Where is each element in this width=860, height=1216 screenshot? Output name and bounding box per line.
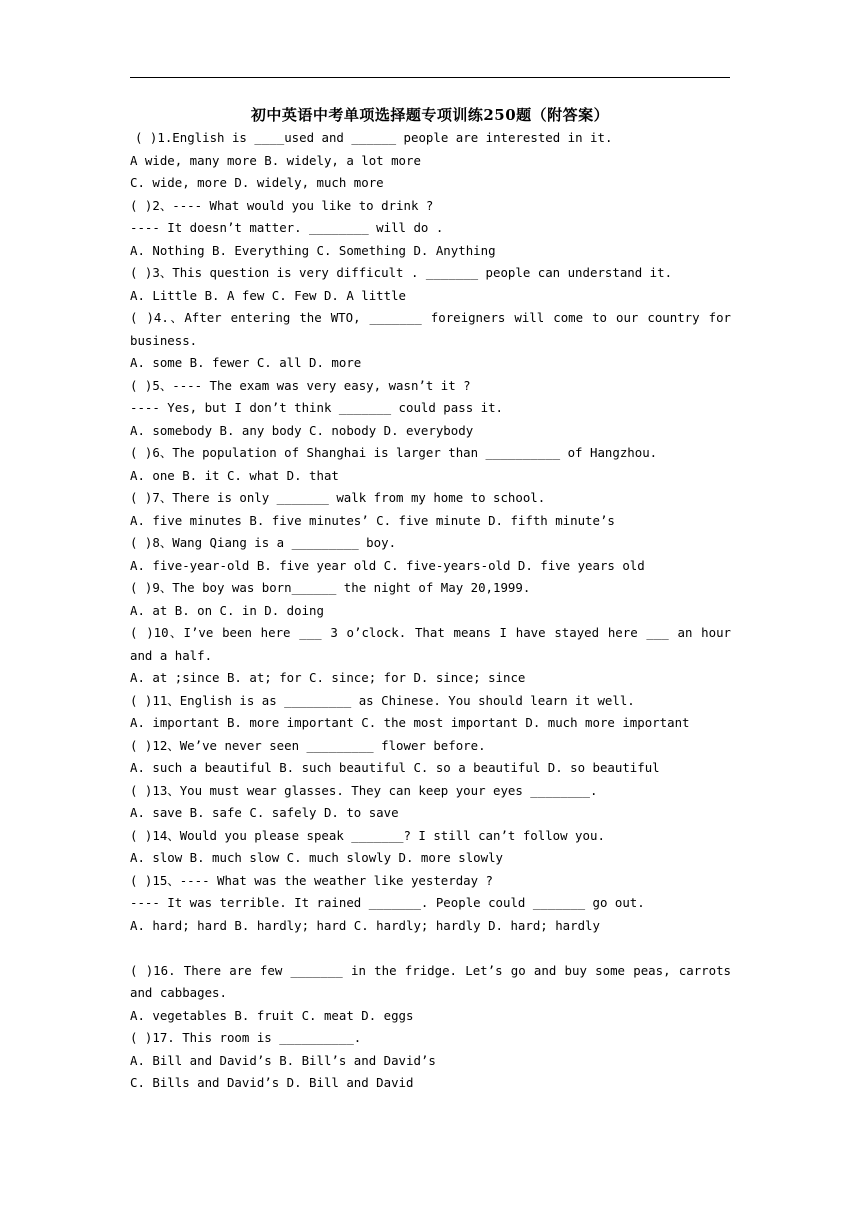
question-13-stem: ( )13、You must wear glasses. They can keep your eyes ________. [130, 782, 598, 798]
question-12-stem: ( )12、We’ve never seen _________ flower before. [130, 737, 486, 753]
question-3-options: A. Little B. A few C. Few D. A little [130, 287, 407, 303]
question-2-stem: ( )2、---- What would you like to drink ? [130, 197, 434, 213]
question-5-dialog: ---- Yes, but I don’t think _______ could pass it. [130, 400, 503, 415]
question-15-stem: ( )15、---- What was the weather like yesterday ? [130, 872, 494, 888]
question-9-stem: ( )9、The boy was born______ the night of May 20,1999. [130, 580, 531, 595]
question-1-options-a: A wide, many more B. widely, a lot more [130, 152, 421, 168]
question-8-options: A. five-year-old B. five year old C. five-years-old D. five years old [130, 557, 645, 573]
question-14-stem: ( )14、Would you please speak _______? I still can’t follow you. [130, 827, 605, 843]
question-2-dialog: ---- It doesn’t matter. ________ will do . [130, 220, 444, 235]
question-1-options-b: C. wide, more D. widely, much more [130, 175, 384, 190]
question-17-options-a: A. Bill and David’s B. Bill’s and David’s [130, 1052, 436, 1068]
question-10-stem: ( )10、I’ve been here ___ 3 o’clock. That means I have stayed here ___ an hour [130, 625, 731, 640]
question-7-options: A. five minutes B. five minutes’ C. five minute D. fifth minute’s [130, 512, 615, 528]
question-2-options: A. Nothing B. Everything C. Something D. Anything [130, 242, 496, 258]
section-gap [130, 937, 731, 960]
question-13-options: A. save B. safe C. safely D. to save [130, 805, 399, 820]
question-8-stem: ( )8、Wang Qiang is a _________ boy. [130, 535, 397, 550]
question-16-stem-cont: and cabbages. [130, 985, 227, 1000]
question-4-stem: ( )4.、After entering the WTO, _______ foreigners will come to our country for [130, 310, 731, 325]
question-17-stem: ( )17. This room is __________. [130, 1030, 362, 1045]
question-5-stem: ( )5、---- The exam was very easy, wasn’t it ? [130, 377, 471, 393]
question-4-stem-cont: business. [130, 332, 198, 348]
question-16-options: A. vegetables B. fruit C. meat D. eggs [130, 1007, 414, 1023]
question-11-stem: ( )11、English is as _________ as Chinese. You should learn it well. [130, 692, 635, 708]
question-10-stem-cont: and a half. [130, 647, 213, 663]
question-15-options: A. hard; hard B. hardly; hard C. hardly; hardly D. hard; hardly [130, 917, 600, 933]
question-1-stem: ( )1.English is ____used and ______ people are interested in it. [135, 130, 613, 145]
question-15-dialog: ---- It was terrible. It rained _______. People could _______ go out. [130, 895, 645, 910]
question-12-options: A. such a beautiful B. such beautiful C. so a beautiful D. so beautiful [130, 760, 660, 775]
question-17-options-b: C. Bills and David’s D. Bill and David [130, 1075, 414, 1090]
question-6-stem: ( )6、The population of Shanghai is larger than __________ of Hangzhou. [130, 445, 658, 460]
question-5-options: A. somebody B. any body C. nobody D. everybody [130, 422, 474, 438]
question-7-stem: ( )7、There is only _______ walk from my home to school. [130, 490, 546, 505]
page-title: 初中英语中考单项选择题专项训练250题（附答案） [250, 106, 610, 124]
question-list [130, 127, 731, 1095]
question-16-stem: ( )16. There are few _______ in the fridge. Let’s go and buy some peas, carrots [130, 962, 731, 978]
question-6-options: A. one B. it C. what D. that [130, 467, 339, 483]
question-11-options: A. important B. more important C. the most important D. much more important [130, 715, 690, 730]
question-3-stem: ( )3、This question is very difficult . _______ people can understand it. [130, 265, 673, 280]
header-rule [130, 77, 730, 78]
question-10-options: A. at ;since B. at; for C. since; for D. since; since [130, 670, 526, 685]
question-9-options: A. at B. on C. in D. doing [130, 602, 324, 618]
question-4-options: A. some B. fewer C. all D. more [130, 355, 362, 370]
question-14-options: A. slow B. much slow C. much slowly D. more slowly [130, 850, 503, 865]
